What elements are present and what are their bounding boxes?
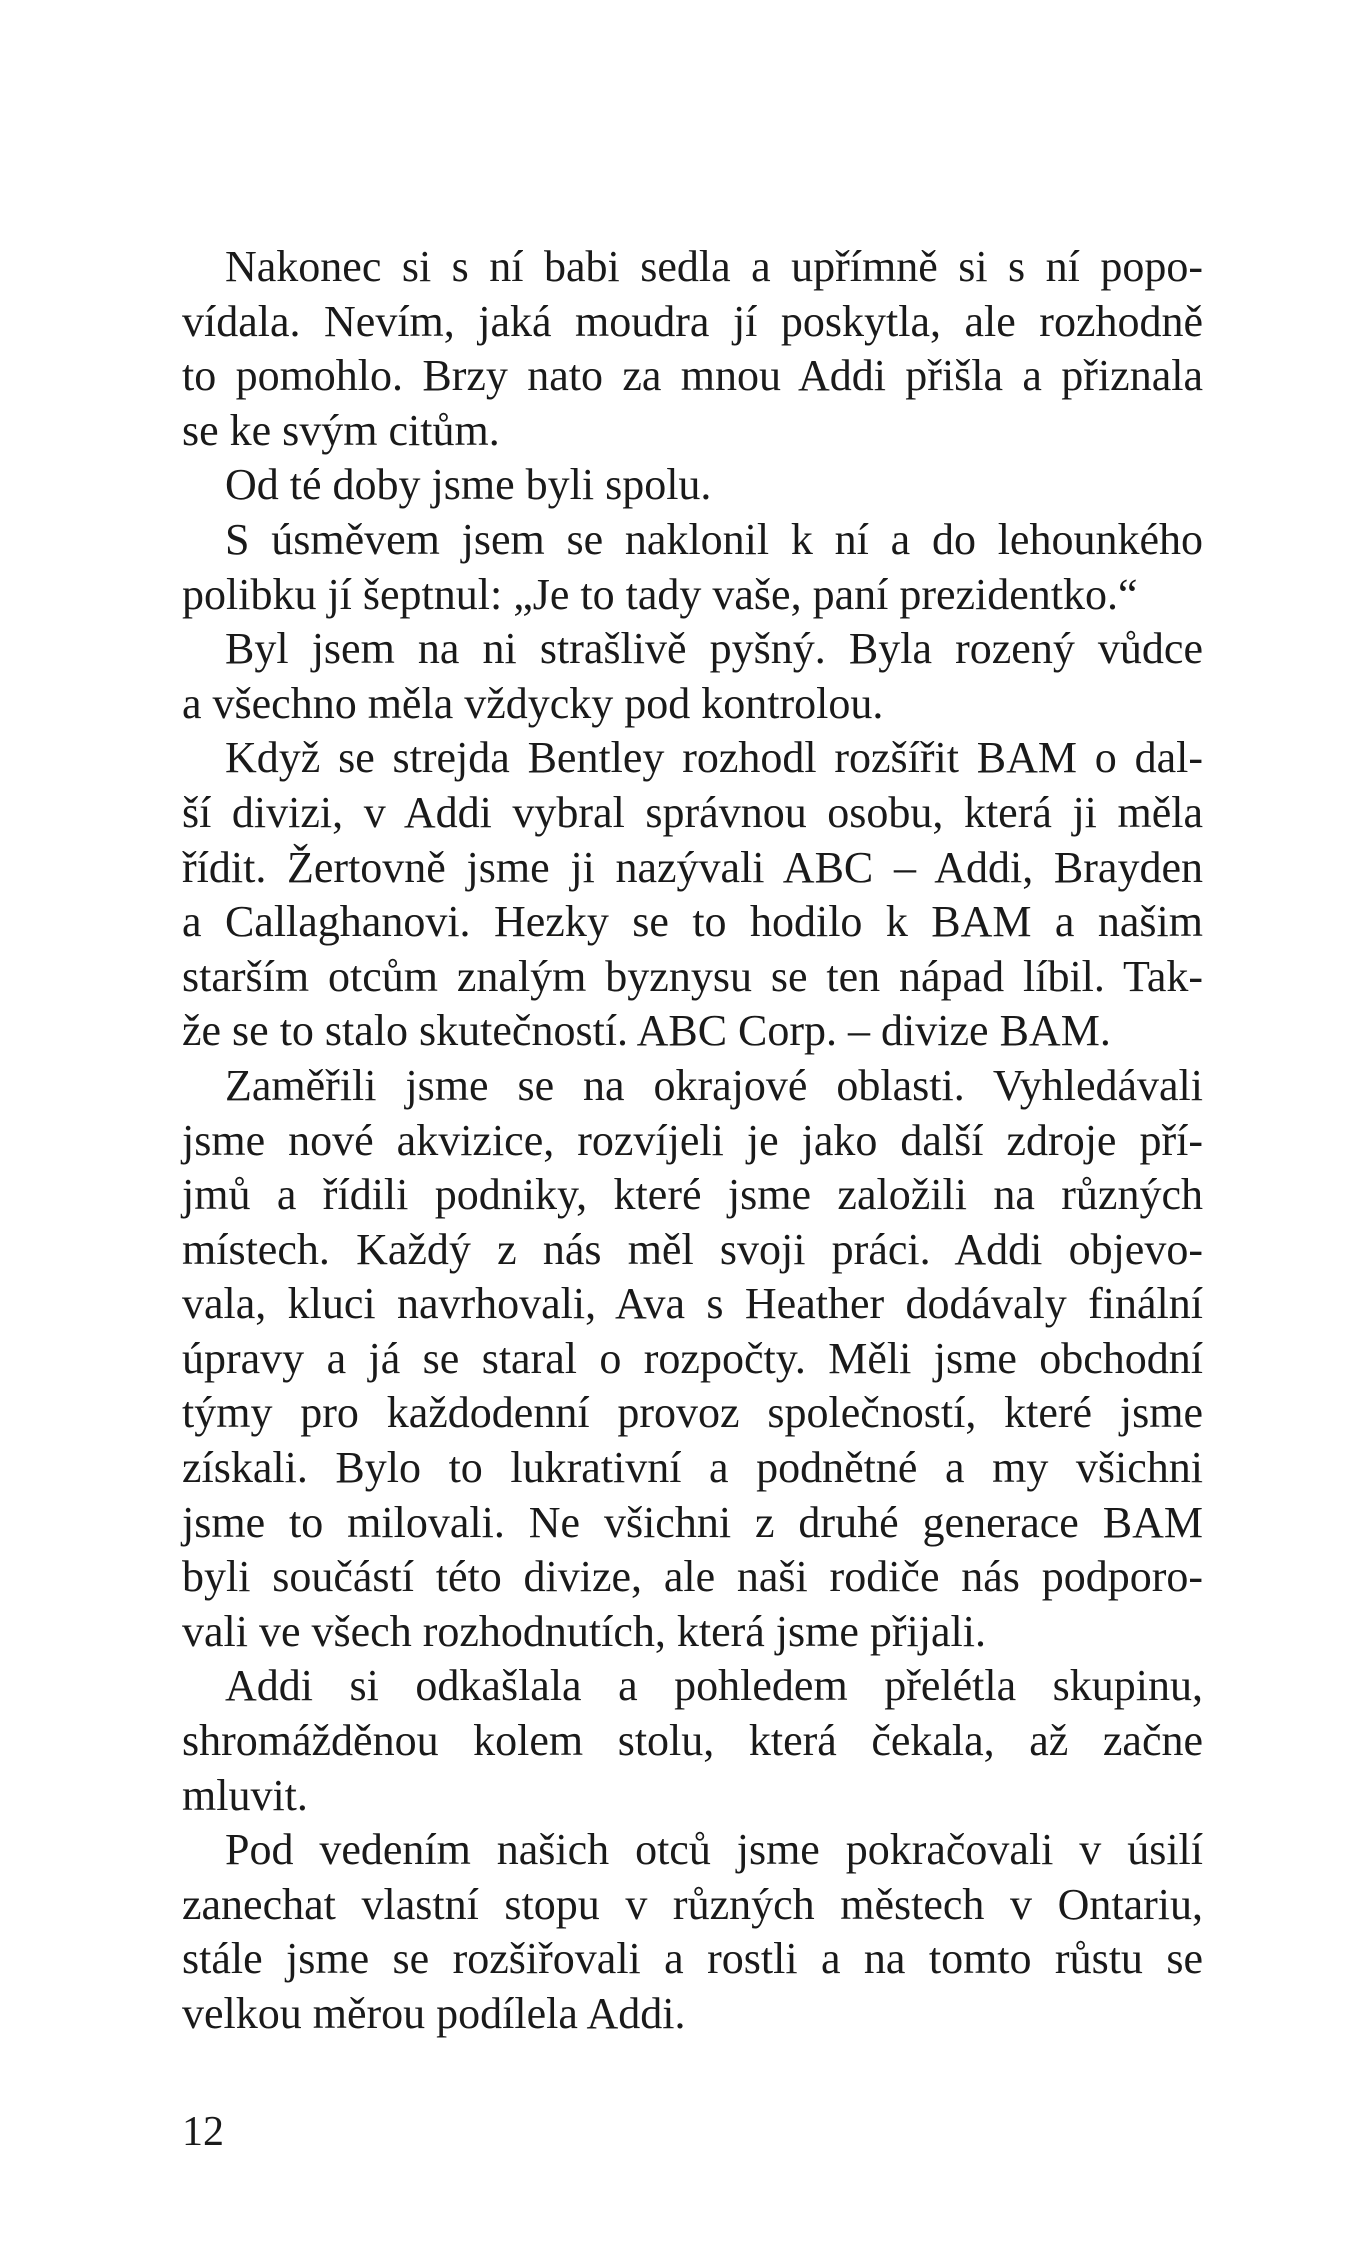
text-line: velkou měrou podílela Addi. bbox=[182, 1989, 686, 2038]
text-line: Byl jsem na ni strašlivě pyšný. Byla rozený vůdce bbox=[225, 624, 1203, 674]
text-line: že se to stalo skutečností. ABC Corp. – divize BAM. bbox=[182, 1006, 1111, 1056]
text-line: týmy pro každodenní provoz společností, které jsme bbox=[182, 1388, 1203, 1438]
text-line: místech. Každý z nás měl svoji práci. Addi objevo- bbox=[182, 1224, 1203, 1274]
text-line: a všechno měla vždycky pod kontrolou. bbox=[182, 678, 884, 728]
text-line: Nakonec si s ní babi sedla a upřímně si s ní popo- bbox=[225, 242, 1203, 291]
text-line: vídala. Nevím, jaká moudra jí poskytla, ale rozhodně bbox=[182, 296, 1203, 346]
text-line: Pod vedením našich otců jsme pokračovali v úsilí bbox=[225, 1825, 1203, 1875]
text-line: jsme to milovali. Ne všichni z druhé generace BAM bbox=[182, 1497, 1203, 1547]
text-line: úpravy a já se staral o rozpočty. Měli jsme obchodní bbox=[182, 1333, 1203, 1383]
text-line: Od té doby jsme byli spolu. bbox=[225, 460, 712, 510]
text-line: se ke svým citům. bbox=[182, 405, 500, 455]
text-line: Addi si odkašlala a pohledem přelétla skupinu, bbox=[225, 1661, 1203, 1711]
text-line: Když se strejda Bentley rozhodl rozšířit BAM o dal- bbox=[225, 733, 1203, 783]
text-line: získali. Bylo to lukrativní a podnětné a my všichni bbox=[182, 1443, 1203, 1493]
text-line: Zaměřili jsme se na okrajové oblasti. Vyhledávali bbox=[225, 1060, 1203, 1110]
text-line: polibku jí šeptnul: „Je to tady vaše, paní prezidentko.“ bbox=[182, 569, 1138, 619]
text-line: to pomohlo. Brzy nato za mnou Addi přišla a přiznala bbox=[182, 351, 1203, 401]
body-text bbox=[182, 240, 1203, 2042]
text-line: jsme nové akvizice, rozvíjeli je jako další zdroje pří- bbox=[182, 1115, 1203, 1165]
page-number: 12 bbox=[182, 2109, 224, 2155]
text-line: byli součástí této divize, ale naši rodiče nás podporo- bbox=[182, 1552, 1203, 1602]
text-line: stále jsme se rozšiřovali a rostli a na tomto růstu se bbox=[182, 1934, 1203, 1984]
text-line: řídit. Žertovně jsme ji nazývali ABC – Addi, Brayden bbox=[182, 842, 1203, 892]
text-line: S úsměvem jsem se naklonil k ní a do lehounkého bbox=[225, 514, 1203, 564]
text-line: vali ve všech rozhodnutích, která jsme přijali. bbox=[182, 1606, 986, 1656]
text-line: jmů a řídili podniky, které jsme založili na různých bbox=[182, 1170, 1203, 1220]
text-line: vala, kluci navrhovali, Ava s Heather dodávaly finální bbox=[182, 1279, 1203, 1329]
text-line: zanechat vlastní stopu v různých městech v Ontariu, bbox=[182, 1879, 1203, 1929]
text-line: mluvit. bbox=[182, 1770, 308, 1820]
text-line: shromážděnou kolem stolu, která čekala, až začne bbox=[182, 1716, 1203, 1766]
text-line: ší divizi, v Addi vybral správnou osobu, která ji měla bbox=[182, 787, 1203, 837]
text-line: starším otcům znalým byznysu se ten nápad líbil. Tak- bbox=[182, 951, 1203, 1001]
text-line: a Callaghanovi. Hezky se to hodilo k BAM a našim bbox=[182, 897, 1203, 947]
